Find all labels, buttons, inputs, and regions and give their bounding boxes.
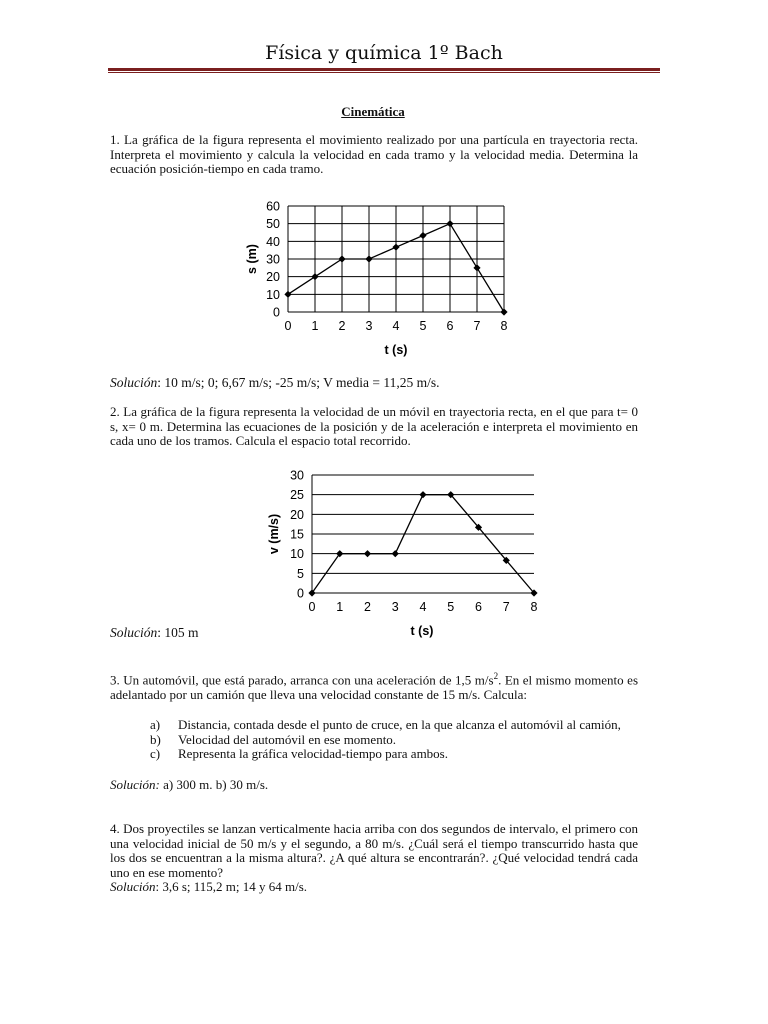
problem-3-solution xyxy=(110,777,268,793)
data-point xyxy=(473,264,480,271)
x-tick-label: 7 xyxy=(473,319,481,333)
list-item-label: c) xyxy=(150,746,161,761)
velocity-time-chart xyxy=(262,464,552,642)
solution-text: : 10 m/s; 0; 6,67 m/s; -25 m/s; V media = 11,25 m/s. xyxy=(157,375,440,390)
x-tick-label: 0 xyxy=(284,319,292,333)
y-tick-label: 30 xyxy=(290,468,304,483)
y-tick-label: 40 xyxy=(266,234,280,249)
data-point xyxy=(364,550,371,557)
x-tick-label: 6 xyxy=(446,319,454,333)
data-point xyxy=(365,255,372,262)
problem-3-list xyxy=(150,718,638,762)
x-axis-label: t (s) xyxy=(384,343,408,357)
data-point xyxy=(419,491,426,498)
x-axis-label: t (s) xyxy=(410,624,434,638)
x-tick-label: 1 xyxy=(311,319,319,333)
series-line xyxy=(312,495,534,593)
x-tick-label: 5 xyxy=(447,600,455,614)
data-point xyxy=(311,273,318,280)
page-header-title: Física y química 1º Bach xyxy=(265,42,503,64)
x-tick-label: 3 xyxy=(391,600,399,614)
list-item xyxy=(150,733,638,748)
y-tick-label: 15 xyxy=(290,527,304,542)
x-tick-label: 7 xyxy=(502,600,510,614)
y-tick-label: 60 xyxy=(266,199,280,214)
solution-text: a) 300 m. b) 30 m/s. xyxy=(159,777,269,792)
x-tick-label: 1 xyxy=(336,600,344,614)
y-tick-label: 10 xyxy=(266,287,280,302)
list-item-text: Representa la gráfica velocidad-tiempo para ambos. xyxy=(178,746,448,761)
y-tick-label: 25 xyxy=(290,488,304,503)
data-point xyxy=(446,220,453,227)
data-point xyxy=(284,291,291,298)
problem-2-solution xyxy=(110,625,199,641)
list-item-text: Distancia, contada desde el punto de cruce, en la que alcanza el automóvil al camión, xyxy=(178,717,621,732)
x-tick-label: 2 xyxy=(338,319,346,333)
x-tick-label: 2 xyxy=(364,600,371,614)
problem-3-superscript: 2 xyxy=(493,671,499,681)
data-point xyxy=(500,308,507,315)
x-tick-label: 8 xyxy=(500,319,508,333)
problem-3-text xyxy=(110,669,638,702)
section-title: Cinemática xyxy=(341,104,405,119)
list-item xyxy=(150,747,638,762)
list-item-label: a) xyxy=(150,717,161,732)
y-tick-label: 50 xyxy=(266,217,280,232)
solution-label: Solución xyxy=(110,879,156,894)
y-tick-label: 0 xyxy=(297,586,304,601)
x-tick-label: 8 xyxy=(530,600,538,614)
y-tick-label: 10 xyxy=(290,547,304,562)
x-tick-label: 5 xyxy=(419,319,427,333)
solution-label: Solución: xyxy=(110,777,160,792)
data-point xyxy=(338,255,345,262)
problem-1-text: 1. La gráfica de la figura representa el movimiento realizado por una partícula en trayectoria recta. Interpreta el movimiento y calcula la velocidad en cada tramo y la velocidad media. Determina la ecuación posición-tiempo en cada tramo. xyxy=(110,132,638,176)
solution-label: Solución xyxy=(110,375,158,390)
problem-1-solution xyxy=(110,375,440,391)
list-item-text: Velocidad del automóvil en ese momento. xyxy=(178,731,397,747)
x-tick-label: 4 xyxy=(419,600,427,614)
y-tick-label: 30 xyxy=(266,252,280,267)
data-point xyxy=(392,244,399,251)
x-tick-label: 0 xyxy=(308,600,316,614)
data-point xyxy=(392,550,399,557)
y-tick-label: 5 xyxy=(297,566,304,581)
y-tick-label: 20 xyxy=(290,507,304,522)
list-item xyxy=(150,718,638,733)
x-tick-label: 3 xyxy=(365,319,373,333)
y-axis-label: s (m) xyxy=(245,244,259,274)
list-item-label: b) xyxy=(150,731,161,747)
solution-text: : 3,6 s; 115,2 m; 14 y 64 m/s. xyxy=(155,879,308,894)
x-tick-label: 6 xyxy=(475,600,482,614)
problem-3-text-after: . En el mismo momento es adelantado por un camión que lleva una velocidad constante de 15 m/s. Calcula: xyxy=(110,672,639,702)
problem-2-text: 2. La gráfica de la figura representa la velocidad de un móvil en trayectoria recta, en el que para t= 0 s, x= 0 m. Determina las ecuaciones de la posición y de la aceleración e interpreta el movimiento en cada uno de los tramos. Calcula el espacio total recorrido. xyxy=(110,404,638,448)
solution-text: : 105 m xyxy=(157,625,199,640)
y-tick-label: 0 xyxy=(273,305,280,320)
y-tick-label: 20 xyxy=(266,270,280,285)
problem-4-text: 4. Dos proyectiles se lanzan verticalmente hacia arriba con dos segundos de intervalo, el primero con una velocidad inicial de 50 m/s y el segundo, a 80 m/s. ¿Cuál será el tiempo transcurrido hasta que los dos se encuentran a la misma altura?. ¿A qué altura se encontrarán?. ¿Qué velocidad tendrá cada uno en ese momento? xyxy=(110,821,638,880)
solution-label: Solución xyxy=(110,625,158,640)
header-rule-thin xyxy=(108,72,660,73)
problem-4-solution xyxy=(110,879,307,895)
header-rule xyxy=(108,68,660,71)
data-point xyxy=(419,232,426,239)
y-axis-label: v (m/s) xyxy=(267,513,281,555)
x-tick-label: 4 xyxy=(392,319,400,333)
position-time-chart xyxy=(238,196,528,362)
problem-3-text-before: 3. Un automóvil, que está parado, arranca con una aceleración de 1,5 m/s xyxy=(110,672,494,688)
